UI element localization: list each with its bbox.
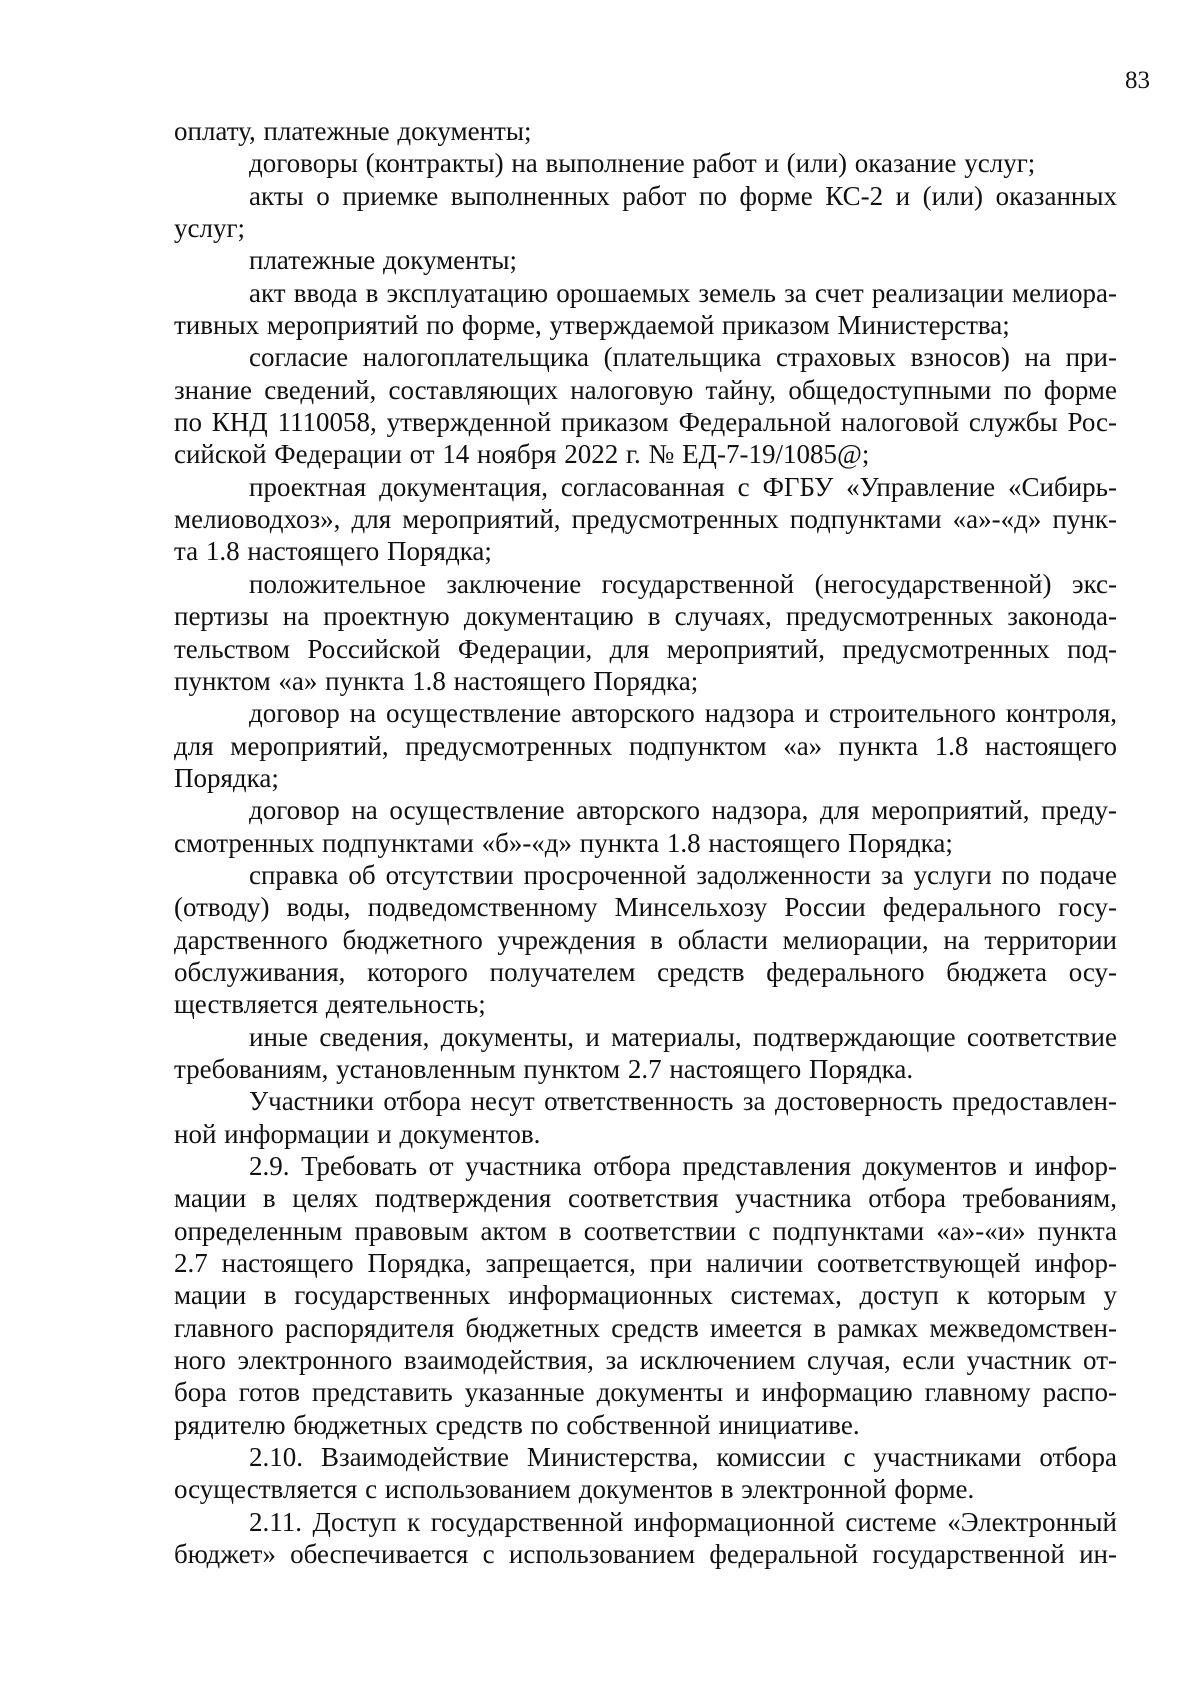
text-line: 2.9. Требовать от участника отбора представления документов и инфор- [249,1151,1117,1181]
text-line: 2.11. Доступ к государственной информационной системе «Электронный [249,1506,1117,1537]
text-line: услуг; [174,213,246,244]
text-line: ной информации и документов. [174,1118,541,1149]
text-line: 2.7 настоящего Порядка, запрещается, при наличии соответствующей инфор- [174,1248,1117,1279]
text-line: главного распорядителя бюджетных средств имеется в рамках межведомствен- [174,1312,1117,1343]
text-line: мации в государственных информационных системах, доступ к которым у [174,1280,1117,1311]
document-body [174,115,1117,1570]
text-line: по КНД 1110058, утвержденной приказом Федеральной налоговой службы Рос- [174,407,1117,438]
text-line: проектная документация, согласованная с ФГБУ «Управление «Сибирь- [249,471,1117,502]
text-line: оплату, платежные документы; [174,116,532,146]
text-line: (отводу) воды, подведомственному Минсельхозу России федерального госу- [174,892,1117,923]
text-line: тивных мероприятий по форме, утверждаемой приказом Министерства; [174,310,1010,341]
text-line: сийской Федерации от 14 ноября 2022 г. № ЕД-7-19/1085@; [174,439,870,470]
text-line: ного электронного взаимодействия, за исключением случая, если участник от- [174,1345,1117,1376]
text-line: Участники отбора несут ответственность за достоверность предоставлен- [249,1086,1117,1117]
text-line: согласие налогоплательщика (плательщика страховых взносов) на при- [249,342,1117,373]
text-line: осуществляется с использованием документов в электронной форме. [174,1474,975,1505]
text-line: мелиоводхоз», для мероприятий, предусмотренных подпунктами «а»-«д» пунк- [174,504,1117,535]
page-number: 83 [1125,67,1150,94]
text-line: справка об отсутствии просроченной задолженности за услуги по подаче [249,859,1117,890]
text-line: тельством Российской Федерации, для мероприятий, предусмотренных под- [174,633,1117,664]
text-line: рядителю бюджетных средств по собственной инициативе. [174,1409,860,1440]
text-line: Порядка; [174,762,279,793]
text-line: пунктом «а» пункта 1.8 настоящего Порядка; [174,665,699,696]
text-line: требованиям, установленным пунктом 2.7 настоящего Порядка. [174,1053,914,1084]
text-line: пертизы на проектную документацию в случаях, предусмотренных законода- [174,601,1117,632]
text-line: договор на осуществление авторского надзора и строительного контроля, [249,698,1117,729]
text-line: иные сведения, документы, и материалы, подтверждающие соответствие [249,1021,1117,1052]
text-line: дарственного бюджетного учреждения в области мелиорации, на территории [174,924,1117,955]
text-line: мации в целях подтверждения соответствия участника отбора требованиям, [174,1183,1117,1214]
text-line: договоры (контракты) на выполнение работ и (или) оказание услуг; [249,148,1036,179]
text-line: та 1.8 настоящего Порядка; [174,536,492,567]
text-line: ществляется деятельность; [174,989,486,1020]
text-line: договор на осуществление авторского надзора, для мероприятий, преду- [249,795,1117,826]
text-line: обслуживания, которого получателем средств федерального бюджета осу- [174,956,1117,987]
text-line: определенным правовым актом в соответствии с подпунктами «а»-«и» пункта [174,1215,1117,1246]
text-line: положительное заключение государственной (негосударственной) экс- [249,568,1117,599]
text-line: акты о приемке выполненных работ по форме КС-2 и (или) оказанных [249,180,1117,211]
text-line: смотренных подпунктами «б»-«д» пункта 1.8 настоящего Порядка; [174,827,953,858]
text-line: 2.10. Взаимодействие Министерства, комиссии с участниками отбора [249,1442,1117,1473]
text-line: платежные документы; [249,245,518,276]
text-line: для мероприятий, предусмотренных подпунктом «а» пункта 1.8 настоящего [174,730,1117,761]
text-line: знание сведений, составляющих налоговую тайну, общедоступными по форме [174,374,1117,405]
text-line: акт ввода в эксплуатацию орошаемых земель за счет реализации мелиора- [249,277,1117,308]
text-line: бора готов представить указанные документы и информацию главному распо- [174,1377,1117,1408]
text-line: бюджет» обеспечивается с использованием федеральной государственной ин- [174,1539,1117,1570]
